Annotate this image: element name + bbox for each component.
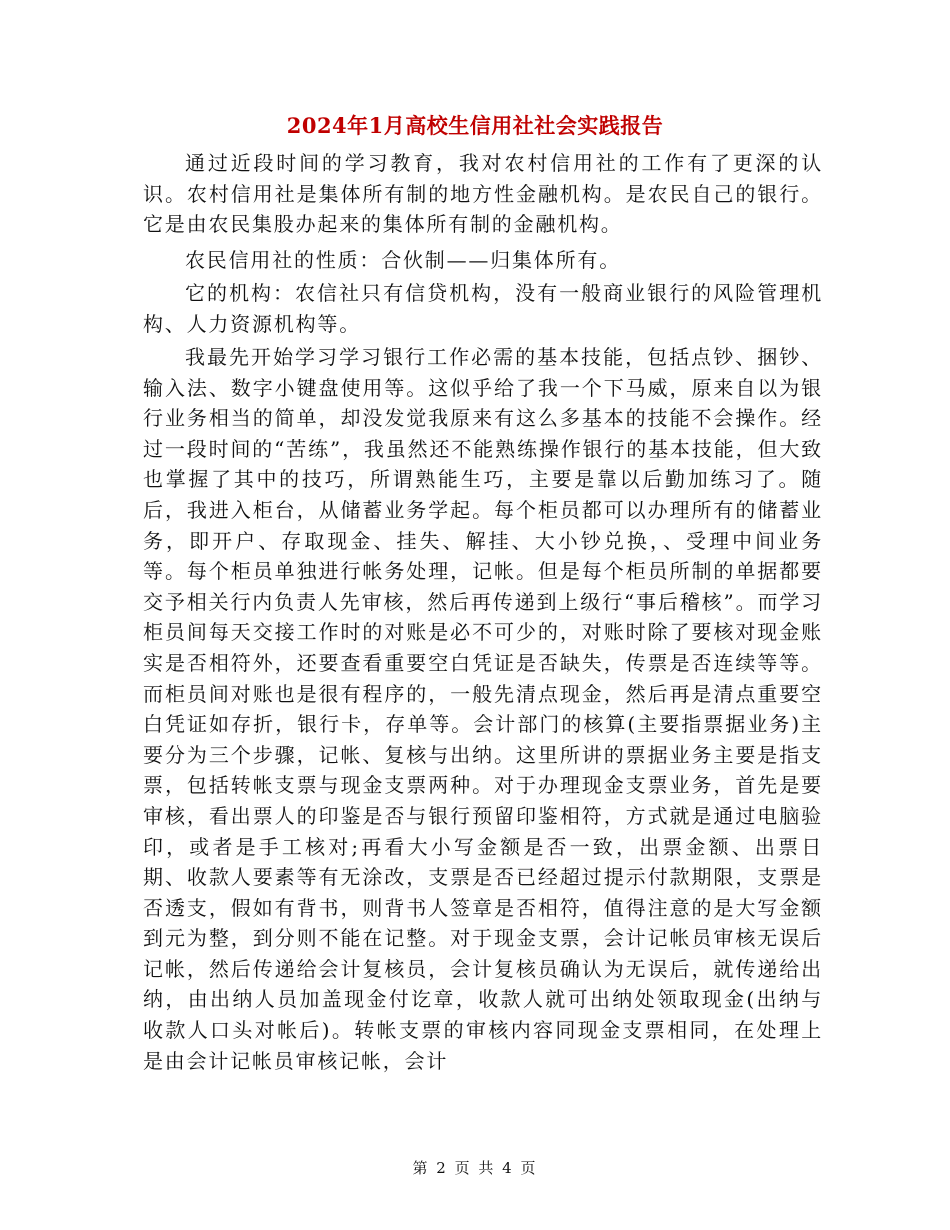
paragraph-intro: 通过近段时间的学习教育，我对农村信用社的工作有了更深的认识。农村信用社是集体所有制的地方性金融机构。是农民自己的银行。它是由农民集股办起来的集体所有制的金融机构。	[143, 151, 823, 237]
page-footer: 第 2 页 共 4 页	[412, 1159, 538, 1177]
paragraph-nature: 农民信用社的性质：合伙制——归集体所有。	[185, 248, 621, 272]
paragraph-practice: 我最先开始学习学习银行工作必需的基本技能，包括点钞、捆钞、输入法、数字小键盘使用等。这似乎给了我一个下马威，原来自以为银行业务相当的简单，却没发觉我原来有这么多基本的技能不会操作。经过一段时间的“苦练”，我虽然还不能熟练操作银行的基本技能，但大致也掌握了其中的技巧，所谓熟能生巧，主要是靠以后勤加练习了。随后，我进入柜台，从储蓄业务学起。每个柜员都可以办理所有的储蓄业务，即开户、存取现金、挂失、解挂、大小钞兑换，、受理中间业务等。每个柜员单独进行帐务处理，记帐。但是每个柜员所制的单据都要交予相关行内负责人先审核，然后再传递到上级行“事后稽核”。而学习柜员间每天交接工作时的对账是必不可少的，对账时除了要核对现金账实是否相符外，还要查看重要空白凭证是否缺失，传票是否连续等等。而柜员间对账也是很有程序的，一般先清点现金，然后再是清点重要空白凭证如存折，银行卡，存单等。会计部门的核算(主要指票据业务)主要分为三个步骤，记帐、复核与出纳。这里所讲的票据业务主要是指支票，包括转帐支票与现金支票两种。对于办理现金支票业务，首先是要审核，看出票人的印鉴是否与银行预留印鉴相符，方式就是通过电脑验印，或者是手工核对;再看大小写金额是否一致，出票金额、出票日期、收款人要素等有无涂改，支票是否已经超过提示付款期限，支票是否透支，假如有背书，则背书人签章是否相符，值得注意的是大写金额到元为整，到分则不能在记整。对于现金支票，会计记帐员审核无误后记帐，然后传递给会计复核员，会计复核员确认为无误后，就传递给出纳，由出纳人员加盖现金付讫章，收款人就可出纳处领取现金(出纳与收款人口头对帐后)。转帐支票的审核内容同现金支票相同，在处理上是由会计记帐员审核记帐，会计	[143, 345, 823, 1073]
document-title: 2024年1月高校生信用社社会实践报告	[286, 113, 664, 138]
paragraph-structure: 它的机构：农信社只有信贷机构，没有一般商业银行的风险管理机构、人力资源机构等。	[143, 281, 823, 336]
